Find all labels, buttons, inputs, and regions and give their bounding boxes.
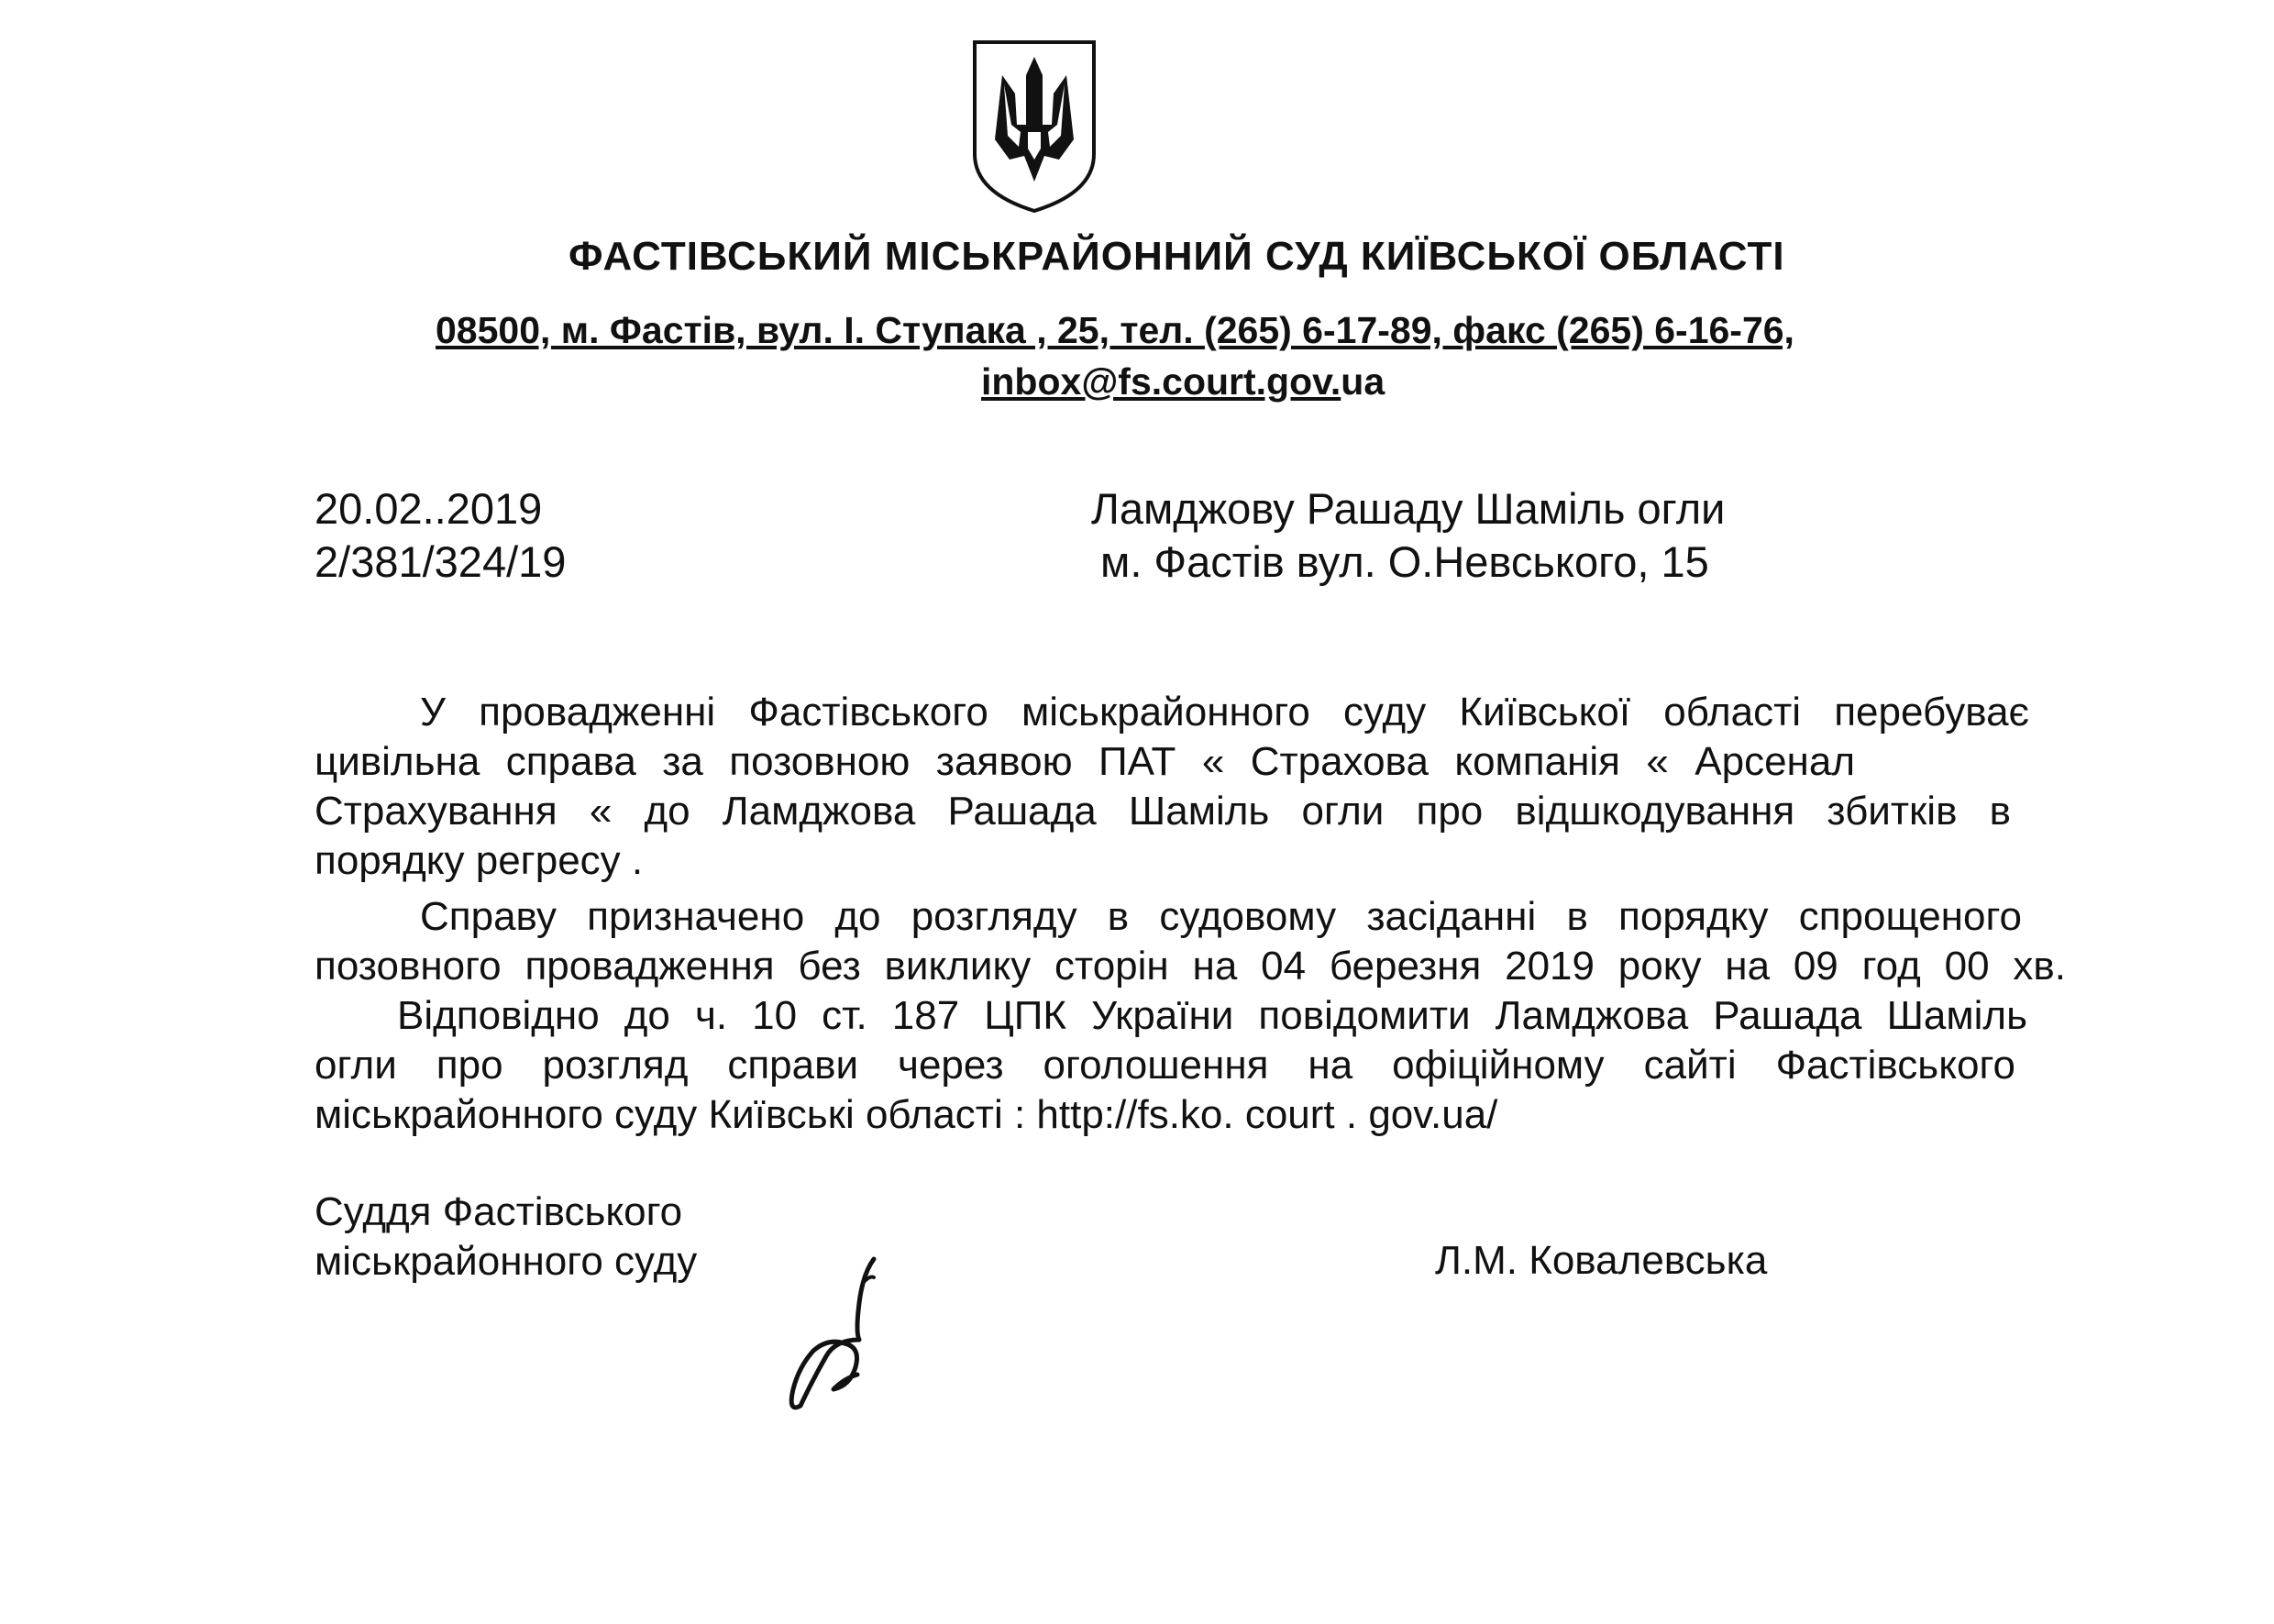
letter-reference: 2/381/324/19 [315, 537, 567, 586]
letter-date: 20.02..2019 [315, 484, 543, 533]
judge-title-line-2: міськрайонного суду [315, 1239, 698, 1284]
body-line-9: міськрайонного суду Київські області : http://fs.ko. court . gov.ua/ [315, 1092, 1498, 1137]
judge-title-line-1: Суддя Фастівського [315, 1189, 683, 1234]
body-line-7: Відповідно до ч. 10 ст. 187 ЦПК України повідомити Ламджова Рашада Шаміль [397, 993, 2027, 1038]
trident-coat-of-arms-icon [969, 37, 1099, 215]
body-line-8: огли про розгляд справи через оголошення на офіційному сайті Фастівського [315, 1043, 2015, 1088]
court-email [981, 360, 1385, 403]
court-address: 08500, м. Фастів, вул. І. Ступака , 25, тел. (265) 6-17-89, факс (265) 6-16-76, [436, 309, 1794, 351]
court-email-tail: ua [1341, 360, 1385, 403]
addressee-name: Ламджову Рашаду Шаміль огли [1091, 484, 1726, 533]
court-email-main: inbox@fs.court.gov. [981, 360, 1341, 403]
body-line-3: Страхування « до Ламджова Рашада Шаміль огли про відшкодування збитків в [315, 789, 2011, 834]
body-line-5: Справу призначено до розгляду в судовому засіданні в порядку спрощеного [420, 894, 2022, 939]
court-name: ФАСТІВСЬКИЙ МІСЬКРАЙОННИЙ СУД КИЇВСЬКОЇ ОБЛАСТІ [568, 234, 1785, 279]
body-line-6: позовного провадження без виклику сторін на 04 березня 2019 року на 09 год 00 хв. [315, 944, 2066, 989]
body-line-4: порядку регресу . [315, 838, 644, 883]
addressee-address: м. Фастів вул. О.Невського, 15 [1100, 537, 1709, 586]
handwritten-signature [756, 1252, 894, 1417]
body-line-2: цивільна справа за позовною заявою ПАТ « Страхова компанія « Арсенал [315, 739, 1855, 784]
body-line-1: У провадженні Фастівського міськрайонного суду Київської області перебуває [420, 690, 2029, 735]
judge-name: Л.М. Ковалевська [1435, 1238, 1768, 1283]
